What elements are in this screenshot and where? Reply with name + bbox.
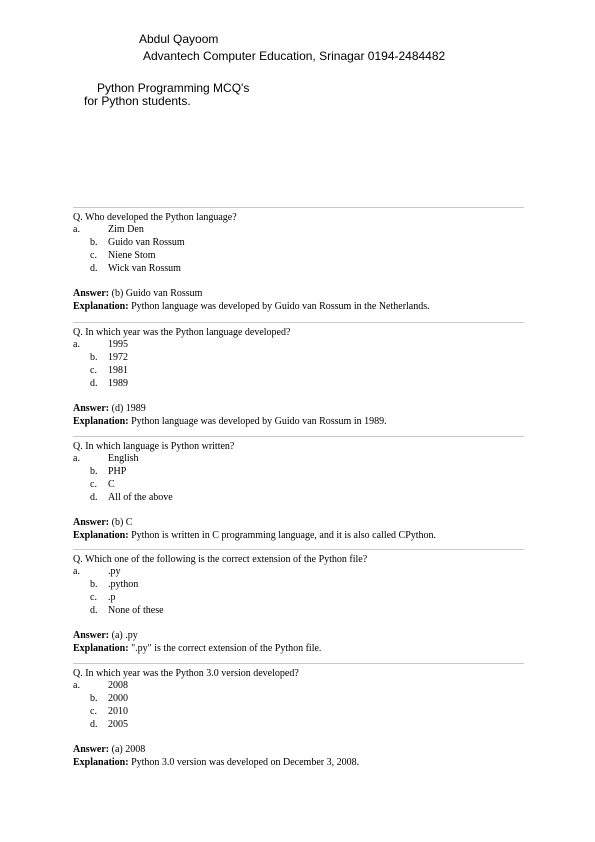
option-text: Zim Den (108, 224, 144, 235)
explanation-text: Python language was developed by Guido van Rossum in 1989. (128, 416, 387, 427)
question-text: Q. In which year was the Python language developed? (73, 327, 291, 338)
explanation-line (73, 643, 321, 656)
option-text: .p (108, 592, 116, 603)
answer-line (73, 744, 145, 757)
question-text: Q. In which year was the Python 3.0 version developed? (73, 668, 299, 679)
option-text: None of these (108, 605, 164, 616)
explanation-text: Python is written in C programming language, and it is also called CPython. (128, 530, 437, 541)
option-letter: b. (90, 693, 98, 704)
option-text: .py (108, 566, 121, 577)
option-text: 1989 (108, 378, 128, 389)
option-text: Niene Stom (108, 250, 156, 261)
option-letter: a. (73, 224, 80, 235)
divider (73, 436, 524, 437)
option-letter: d. (90, 263, 98, 274)
answer-line (73, 288, 202, 301)
option-text: 2000 (108, 693, 128, 704)
answer-line (73, 517, 132, 530)
option-letter: d. (90, 719, 98, 730)
answer-label: Answer: (73, 403, 110, 414)
explanation-line (73, 757, 359, 770)
answer-line (73, 630, 138, 643)
question-text: Q. Who developed the Python language? (73, 212, 237, 223)
explanation-label: Explanation: (73, 643, 129, 654)
option-letter: a. (73, 453, 80, 464)
option-text: Guido van Rossum (108, 237, 185, 248)
explanation-line (73, 301, 430, 314)
author-name: Abdul Qayoom (139, 32, 219, 46)
answer-value: (a) .py (109, 630, 138, 641)
option-letter: b. (90, 579, 98, 590)
explanation-line (73, 530, 436, 543)
explanation-label: Explanation: (73, 757, 129, 768)
option-text: Wick van Rossum (108, 263, 181, 274)
option-letter: a. (73, 680, 80, 691)
answer-line (73, 403, 146, 416)
option-text: All of the above (108, 492, 173, 503)
answer-value: (b) Guido van Rossum (109, 288, 203, 299)
option-text: 2010 (108, 706, 128, 717)
option-letter: b. (90, 466, 98, 477)
option-letter: b. (90, 237, 98, 248)
explanation-label: Explanation: (73, 301, 129, 312)
answer-label: Answer: (73, 630, 110, 641)
option-text: 2005 (108, 719, 128, 730)
option-letter: d. (90, 605, 98, 616)
answer-value: (b) C (109, 517, 133, 528)
option-letter: d. (90, 378, 98, 389)
option-text: 2008 (108, 680, 128, 691)
explanation-label: Explanation: (73, 416, 129, 427)
option-text: 1995 (108, 339, 128, 350)
option-text: PHP (108, 466, 127, 477)
option-text: 1981 (108, 365, 128, 376)
divider (73, 663, 524, 664)
answer-label: Answer: (73, 744, 110, 755)
document-title: Python Programming MCQ's (97, 81, 250, 95)
divider (73, 549, 524, 550)
option-letter: c. (90, 250, 97, 261)
question-text: Q. In which language is Python written? (73, 441, 235, 452)
option-letter: c. (90, 706, 97, 717)
option-letter: d. (90, 492, 98, 503)
option-letter: c. (90, 592, 97, 603)
explanation-text: Python 3.0 version was developed on December 3, 2008. (128, 757, 360, 768)
divider (73, 207, 524, 208)
option-text: English (108, 453, 139, 464)
document-subtitle: for Python students. (84, 94, 191, 108)
option-letter: c. (90, 365, 97, 376)
option-letter: a. (73, 566, 80, 577)
answer-label: Answer: (73, 517, 110, 528)
option-letter: c. (90, 479, 97, 490)
option-text: .python (108, 579, 139, 590)
divider (73, 322, 524, 323)
answer-value: (a) 2008 (109, 744, 146, 755)
explanation-label: Explanation: (73, 530, 129, 541)
option-letter: b. (90, 352, 98, 363)
answer-value: (d) 1989 (109, 403, 146, 414)
explanation-line (73, 416, 387, 429)
question-text: Q. Which one of the following is the correct extension of the Python file? (73, 554, 368, 565)
organization-line: Advantech Computer Education, Srinagar 0194-2484482 (143, 49, 446, 63)
option-letter: a. (73, 339, 80, 350)
explanation-text: Python language was developed by Guido van Rossum in the Netherlands. (128, 301, 430, 312)
option-text: 1972 (108, 352, 128, 363)
option-text: C (108, 479, 115, 490)
answer-label: Answer: (73, 288, 110, 299)
explanation-text: ".py" is the correct extension of the Python file. (128, 643, 322, 654)
